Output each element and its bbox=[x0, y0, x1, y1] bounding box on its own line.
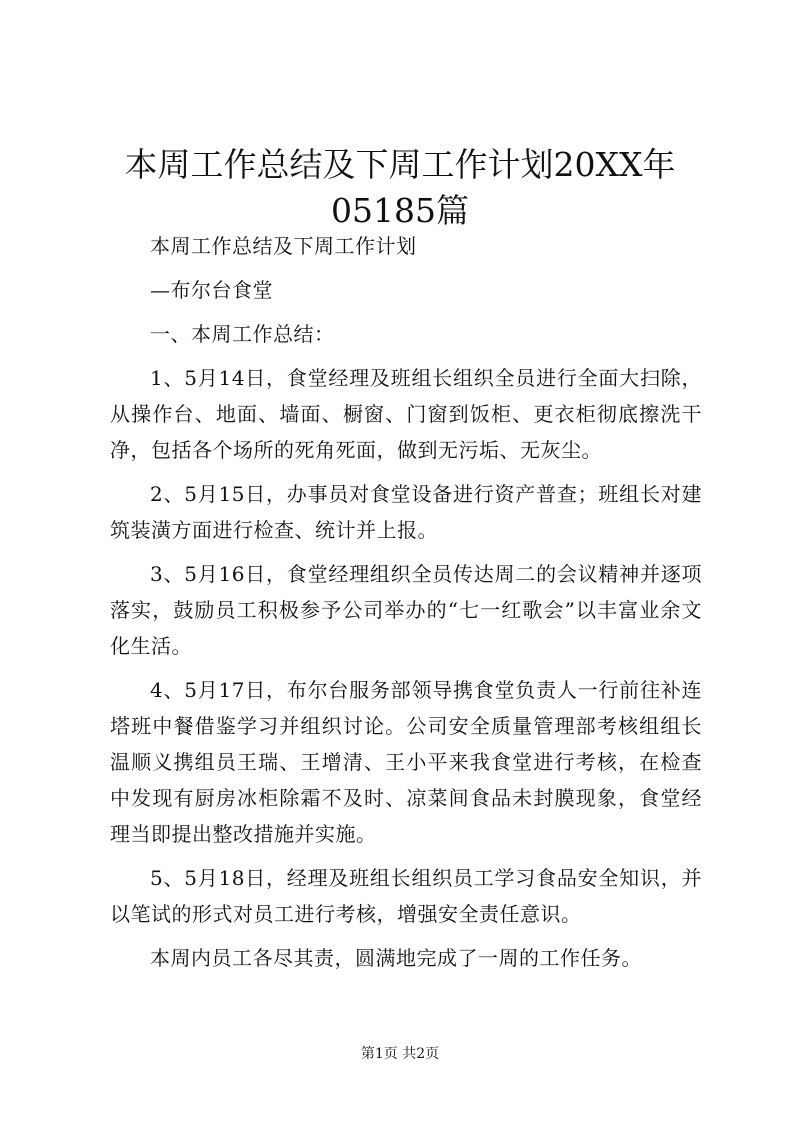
paragraph-section-heading: 一、本周工作总结： bbox=[150, 322, 335, 346]
paragraph-summary: 本周内员工各尽其责，圆满地完成了一周的工作任务。 bbox=[150, 946, 642, 970]
paragraph-item-5: 5、5月18日，经理及班组长组织员工学习食品安全知识，并以笔试的形式对员工进行考核，增强安全责任意识。 bbox=[110, 866, 702, 926]
paragraph-item-2: 2、5月15日，办事员对食堂设备进行资产普查；班组长对建筑装潢方面进行检查、统计并上报。 bbox=[110, 482, 702, 542]
document-title: 本周工作总结及下周工作计划20XX年05185篇 bbox=[124, 145, 676, 230]
paragraph-item-3: 3、5月16日，食堂经理组织全员传达周二的会议精神并逐项落实，鼓励员工积极参予公司举办的“七一红歌会”以丰富业余文化生活。 bbox=[110, 562, 702, 658]
page-number-footer: 第1页 共2页 bbox=[360, 1046, 440, 1062]
paragraph-item-1: 1、5月14日，食堂经理及班组长组织全员进行全面大扫除，从操作台、地面、墙面、橱窗、门窗到饭柜、更衣柜彻底擦洗干净，包括各个场所的死角死面，做到无污垢、无灰尘。 bbox=[110, 366, 702, 462]
paragraph-item-4: 4、5月17日，布尔台服务部领导携食堂负责人一行前往补连塔班中餐借鉴学习并组织讨论。公司安全质量管理部考核组组长温顺义携组员王瑞、王增清、王小平来我食堂进行考核，在检查中发现有厨房冰柜除霜不及时、凉菜间食品未封膜现象，食堂经理当即提出整改措施并实施。 bbox=[110, 678, 702, 846]
document-body bbox=[110, 228, 702, 984]
paragraph-subtitle: 本周工作总结及下周工作计划 bbox=[150, 234, 417, 258]
paragraph-department: —布尔台食堂 bbox=[150, 278, 273, 302]
